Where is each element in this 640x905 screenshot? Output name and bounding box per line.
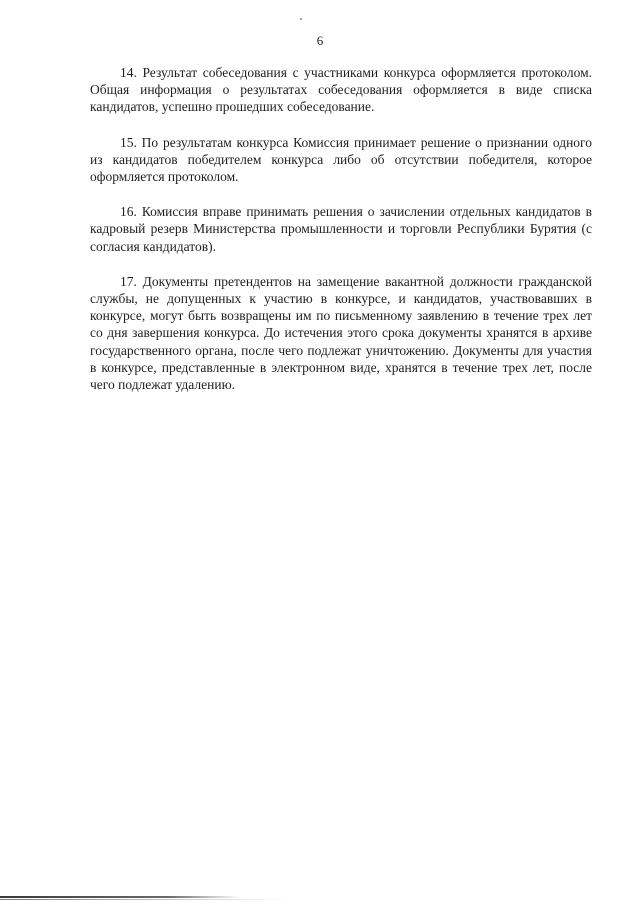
paragraph-17: 17. Документы претендентов на замещение вакантной должности гражданской службы, не допущенных к участию в конкурсе, и кандидатов, участвовавших в конкурсе, могут быть возвращены им по письменному заявлению в течение трех лет со дня завершения конкурса. До истечения этого срока документы хранятся в архиве государственного органа, после чего подлежат уничтожению. Документы для участия в конкурсе, представленные в электронном виде, хранятся в течение трех лет, после чего подлежат удалению. — [90, 273, 592, 393]
document-body — [90, 64, 592, 411]
paragraph-16: 16. Комиссия вправе принимать решения о зачислении отдельных кандидатов в кадровый резерв Министерства промышленности и торговли Республики Бурятия (с согласия кандидатов). — [90, 204, 592, 254]
scan-speck — [300, 18, 302, 20]
paragraph-15: 15. По результатам конкурса Комиссия принимает решение о признании одного из кандидатов победителем конкурса либо об отсутствии победителя, которое оформляется протоколом. — [90, 134, 592, 185]
scan-edge-line-secondary — [0, 899, 290, 900]
page-number: 6 — [316, 33, 324, 48]
scan-edge-line — [0, 896, 240, 898]
paragraph-14: 14. Результат собеседования с участниками конкурса оформляется протоколом. Общая информация о результатах собеседования оформляется в виде списка кандидатов, успешно прошедших собеседование. — [90, 65, 592, 115]
